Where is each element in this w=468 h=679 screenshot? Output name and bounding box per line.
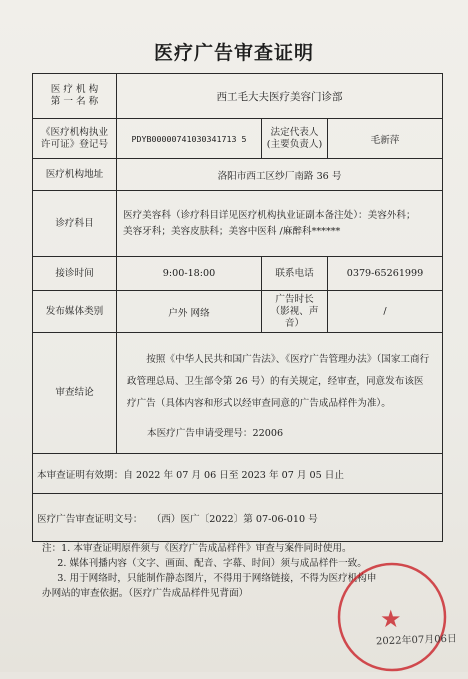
certificate-form bbox=[32, 73, 443, 542]
note-2: 2. 媒体刊播内容（文字、画面、配音、字幕、时间）须与成品样件一致。 bbox=[42, 558, 367, 569]
duration-label: 广告时长 （影视、声音） bbox=[262, 291, 328, 333]
validity: 本审查证明有效期：自 2022 年 07 月 06 日至 2023 年 07 月 05 日止 bbox=[33, 454, 443, 494]
document-title: 医疗广告审查证明 bbox=[153, 42, 314, 64]
conclusion-text: 按照《中华人民共和国广告法》、《医疗广告管理办法》（国家工商行政管理总局、卫生部令第 26 号）的有关规定，经审查，同意发布该医疗广告（具体内容和形式以经审查同意的广告成品样件为准）。 bbox=[127, 354, 430, 409]
document-number: 医疗广告审查证明文号： （西）医广〔2022〕第 07-06-010 号 bbox=[33, 494, 443, 542]
hours-label: 接诊时间 bbox=[33, 257, 117, 291]
row-license bbox=[33, 119, 443, 159]
note-4: 办网站的审查依据。（医疗广告成品样件见背面） bbox=[42, 588, 249, 599]
application-number: 本医疗广告申请受理号：22006 bbox=[147, 428, 284, 439]
seal-date: 2022年07月06日 bbox=[375, 633, 458, 648]
address-label: 医疗机构地址 bbox=[33, 159, 117, 191]
row-subjects bbox=[33, 191, 443, 257]
subjects-label: 诊疗科目 bbox=[33, 191, 117, 257]
media: 户外 网络 bbox=[117, 291, 262, 333]
row-validity bbox=[33, 454, 443, 494]
row-doc-number bbox=[33, 494, 443, 542]
legal-rep: 毛新萍 bbox=[328, 119, 443, 159]
subjects-line-1: 医疗美容科（诊疗科目详见医疗机构执业证副本备注处）：美容外科； bbox=[123, 209, 416, 221]
conclusion-label: 审查结论 bbox=[33, 333, 117, 454]
note-1: 注：1. 本审查证明原件须与《医疗广告成品样件》审查与案件同时使用。 bbox=[42, 543, 352, 554]
institution-name: 西工毛大夫医疗美容门诊部 bbox=[117, 74, 443, 119]
duration: / bbox=[328, 291, 443, 333]
subjects bbox=[117, 191, 443, 257]
row-institution-name bbox=[33, 74, 443, 119]
media-label: 发布媒体类别 bbox=[33, 291, 117, 333]
conclusion bbox=[117, 333, 443, 454]
legal-rep-label: 法定代表人 (主要负责人) bbox=[262, 119, 328, 159]
row-conclusion bbox=[33, 333, 443, 454]
license-label: 《医疗机构执业 许可证》登记号 bbox=[33, 119, 117, 159]
institution-name-label: 医 疗 机 构 第 一 名 称 bbox=[33, 74, 117, 119]
row-hours bbox=[33, 257, 443, 291]
seal-star-icon: ★ bbox=[380, 605, 402, 633]
note-3: 3. 用于网络时，只能制作静态图片，不得用于网络链接，不得为医疗机构申 bbox=[42, 573, 377, 584]
address: 洛阳市西工区纱厂南路 36 号 bbox=[117, 159, 443, 191]
hours: 9:00-18:00 bbox=[117, 257, 262, 291]
phone: 0379-65261999 bbox=[328, 257, 443, 291]
phone-label: 联系电话 bbox=[262, 257, 328, 291]
official-seal bbox=[330, 555, 454, 679]
row-address bbox=[33, 159, 443, 191]
subjects-line-2: 美容牙科；美容皮肤科；美容中医科 /麻醉科****** bbox=[123, 225, 341, 237]
row-media bbox=[33, 291, 443, 333]
license-number: PDYB00000741030341713 5 bbox=[117, 119, 262, 159]
